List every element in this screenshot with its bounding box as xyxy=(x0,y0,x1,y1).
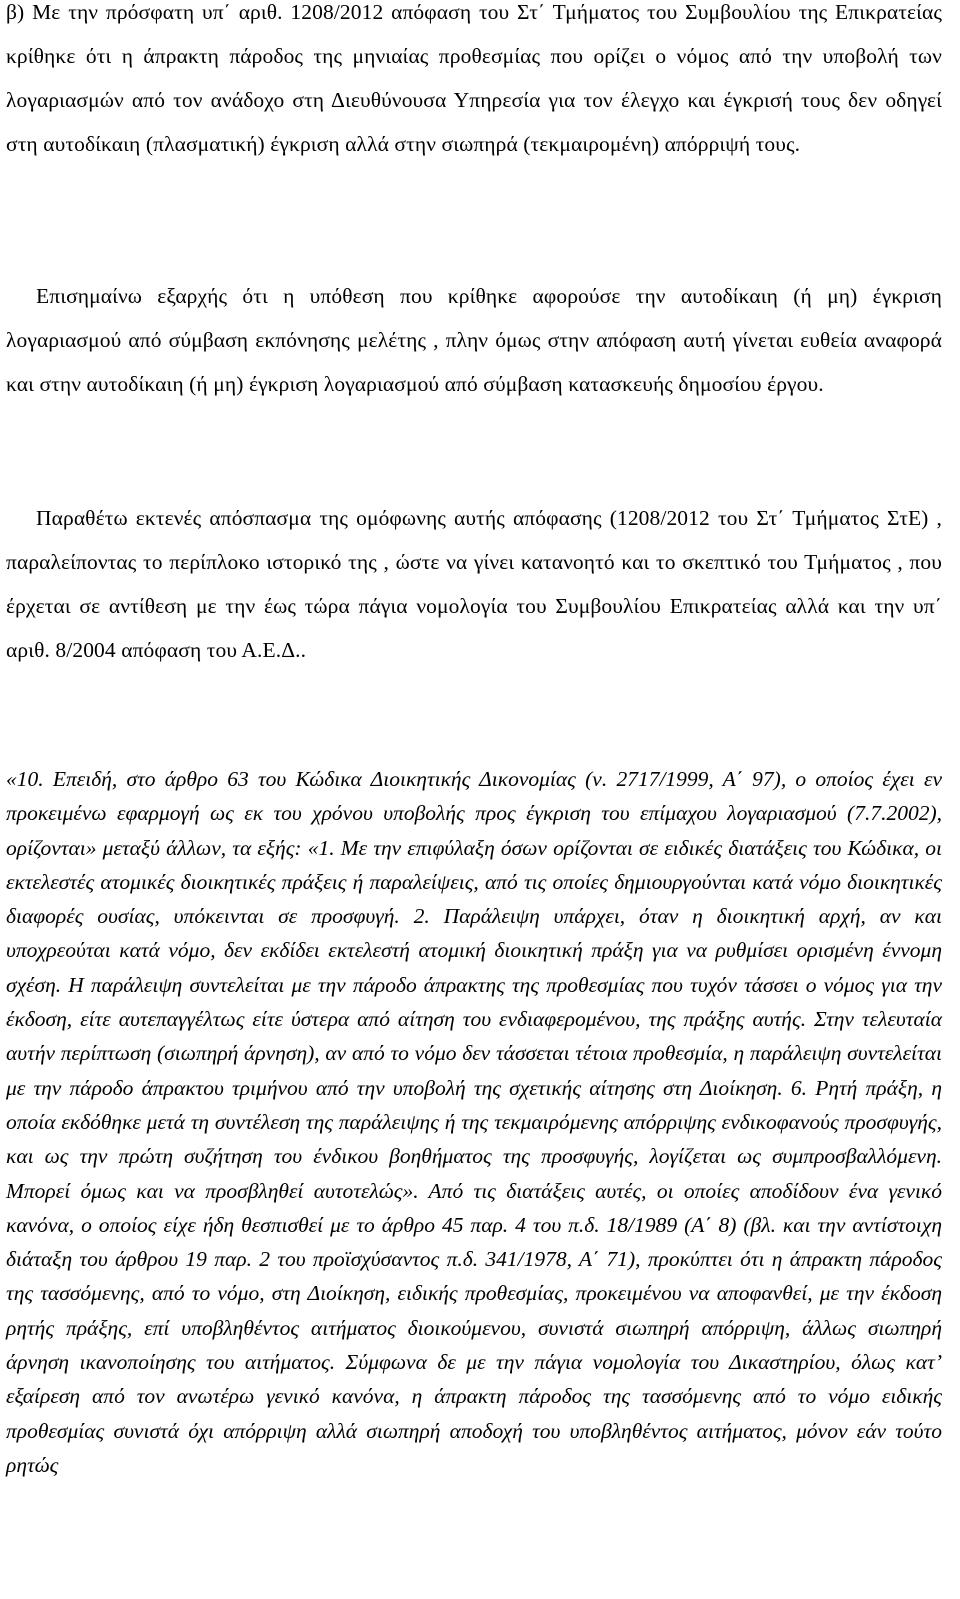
decision-quote: «10. Επειδή, στο άρθρο 63 του Κώδικα Διοικητικής Δικονομίας (ν. 2717/1999, Α΄ 97), ο οποίος έχει εν προκειμένω εφαρμογή ως εκ του χρόνου υποβολής προς έγκριση του επίμαχου λογαριασμού (7.7.2002), ορίζονται» μεταξύ άλλων, τα εξής: «1. Με την επιφύλαξη όσων ορίζονται σε ειδικές διατάξεις του Κώδικα, οι εκτελεστές ατομικές διοικητικές πράξεις ή παραλείψεις, από τις οποίες δημιουργούνται κατά νόμο διοικητικές διαφορές ουσίας, υπόκεινται σε προσφυγή. 2. Παράλειψη υπάρχει, όταν η διοικητική αρχή, αν και υποχρεούται κατά νόμο, δεν εκδίδει εκτελεστή ατομική διοικητική πράξη για να ρυθμίσει ορισμένη έννομη σχέση. Η παράλειψη συντελείται με την πάροδο άπρακτης της προθεσμίας που τυχόν τάσσει ο νόμος για την έκδοση, είτε αυτεπαγγέλτως είτε ύστερα από αίτηση του ενδιαφερομένου, της πράξης αυτής. Στην τελευταία αυτήν περίπτωση (σιωπηρή άρνηση), αν από το νόμο δεν τάσσεται τέτοια προθεσμία, η παράλειψη συντελείται με την πάροδο άπρακτου τριμήνου από την υποβολή της σχετικής αίτησης στη Διοίκηση. 6. Ρητή πράξη, η οποία εκδόθηκε μετά τη συντέλεση της παράλειψης ή της τεκμαιρόμενης απόρριψης ενδικοφανούς προσφυγής, και ως την πρώτη συζήτηση του ένδικου βοηθήματος της προσφυγής, λογίζεται ως συμπροσβαλλόμενη. Μπορεί όμως και να προσβληθεί αυτοτελώς». Από τις διατάξεις αυτές, οι οποίες αποδίδουν ένα γενικό κανόνα, ο οποίος είχε ήδη θεσπισθεί με το άρθρο 45 παρ. 4 του π.δ. 18/1989 (Α΄ 8) (βλ. και την αντίστοιχη διάταξη του άρθρου 19 παρ. 2 του προϊσχύσαντος π.δ. 341/1978, Α΄ 71), προκύπτει ότι η άπρακτη πάροδος της τασσόμενης, από το νόμο, στη Διοίκηση, ειδικής προθεσμίας, προκειμένου να αποφανθεί, με την έκδοση ρητής πράξης, επί υποβληθέντος αιτήματος διοικούμενου, συνιστά σιωπηρή απόρριψη, άλλως σιωπηρή άρνηση ικανοποίησης του αιτήματος. Σύμφωνα δε με την πάγια νομολογία του Δικαστηρίου, όλως κατ’ εξαίρεση από τον ανωτέρω γενικό κανόνα, η άπρακτη πάροδος της τασσόμενης από το νόμο ειδικής προθεσμίας συνιστά όχι απόρριψη αλλά σιωπηρή αποδοχή του υποβληθέντος αιτήματος, μόνον εάν τούτο ρητώς xyxy=(6,767,942,1477)
paragraph-excerpt-intro: Παραθέτω εκτενές απόσπασμα της ομόφωνης αυτής απόφασης (1208/2012 του Στ΄ Τμήματος ΣτΕ) , παραλείποντας το περίπλοκο ιστορικό της , ώστε να γίνει κατανοητό και το σκεπτικό του Τμήματος , που έρχεται σε αντίθεση με την έως τώρα πάγια νομολογία του Συμβουλίου Επικρατείας αλλά και την υπ΄ αριθ. 8/2004 απόφαση του Α.Ε.Δ.. xyxy=(6,506,942,662)
paragraph-emphasis: Επισημαίνω εξαρχής ότι η υπόθεση που κρίθηκε αφορούσε την αυτοδίκαιη (ή μη) έγκριση λογαριασμού από σύμβαση εκπόνησης μελέτης , πλην όμως στην απόφαση αυτή γίνεται ευθεία αναφορά και στην αυτοδίκαιη (ή μη) έγκριση λογαριασμού από σύμβαση κατασκευής δημοσίου έργου. xyxy=(6,284,942,396)
paragraph-beta: β) Με την πρόσφατη υπ΄ αριθ. 1208/2012 απόφαση του Στ΄ Τμήματος του Συμβουλίου της Επικρατείας κρίθηκε ότι η άπρακτη πάροδος της μηνιαίας προθεσμίας που ορίζει ο νόμος από την υποβολή των λογαριασμών από τον ανάδοχο στη Διευθύνουσα Υπηρεσία για τον έλεγχο και έγκρισή τους δεν οδηγεί στη αυτοδίκαιη (πλασματική) έγκριση αλλά στην σιωπηρά (τεκμαιρομένη) απόρριψή τους. xyxy=(6,0,942,156)
